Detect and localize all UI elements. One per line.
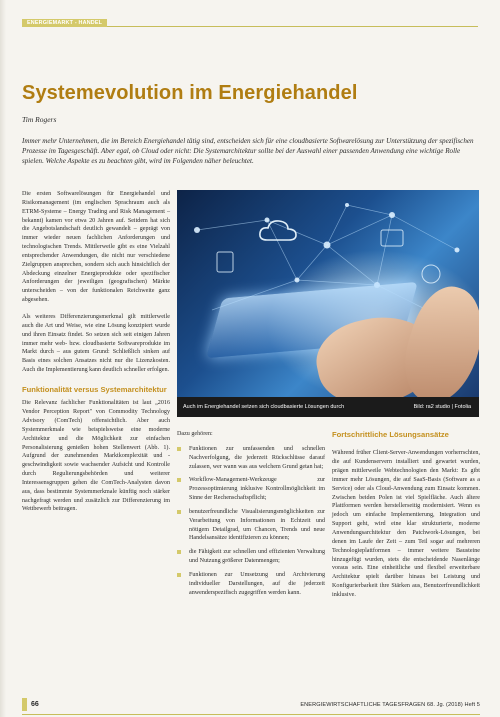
article-title: Systemevolution im Energiehandel <box>22 82 358 104</box>
subheading-solutions: Fortschrittliche Lösungsansätze <box>332 430 449 439</box>
body-paragraph: Als weiteres Differenzierungsmerkmal gilt mittlerweile auch die Art und Weise, wie eine Lösung konzipiert wurde und ihren Einsatz findet. So setzen sich seit einigen Jahren immer mehr web- bzw. cloudbasierte Softwareprodukte im Markt durch – aus gutem Grund: Schließlich sinken auf Basis eines solchen Ansatzes nicht nur die Lizenzkosten. Auch die Implementierung kann deutlich schneller erfolgen. <box>22 313 170 374</box>
bullet-square-icon <box>177 447 181 451</box>
body-paragraph: Die ersten Softwarelösungen für Energiehandel und Risikomanagement (im englischen Sprachraum auch als ETRM-Systeme – Energy Trading and Risk Management – bekannt) kamen vor etwa 20 Jahren auf. Seitdem hat sich die Angebotslandschaft deutlich gewandelt – geprägt von immer wieder neuen fachlichen Anforderungen und technologischen Trends. Mittlerweile gibt es eine Vielzahl entsprechender Anwendungen, die nicht nur verschiedene Zielgruppen ansprechen, sondern sich auch hinsichtlich der Abdeckung einzelner Energieprodukte oder spezifischer Anforderungen der jeweiligen (geografischen) Märkte unterscheiden – von der funktionalen Reichweite ganz abgesehen. <box>22 191 170 304</box>
journal-reference: ENERGIEWIRTSCHAFTLICHE TAGESFRAGEN 68. Jg. (2018) Heft 5 <box>300 702 480 708</box>
bullet-square-icon <box>177 550 181 554</box>
footer-rule <box>22 714 480 715</box>
figure-caption-bar <box>177 397 479 417</box>
cloud-icon <box>257 216 299 244</box>
figure-credit: Bild: ra2 studio | Fotolia <box>413 404 471 410</box>
article-author: Tim Rogers <box>22 115 57 124</box>
body-paragraph: Die Relevanz fachlicher Funktionalitäten ist laut „2016 Vendor Perception Report" von Commodity Technology Advisory (ComTech) offensichtlich. Aber auch Systemmerkmale wie beispielsweise eine moderne Architektur und die Möglichkeit zur einfachen Personalisierung genießen hohen Stellenwert (Abb. 1). Aufgrund der zunehmenden Marktkomplexität und -geschwindigkeit sowie wachsender Aufsicht und Kontrolle durch Regulierungsbehörden und weiterer Interessensgruppen gehen die ComTech-Analysten davon aus, dass bestimmte Systemmerkmale künftig noch stärker nachgefragt werden und zusätzlich zur Differenzierung im Wettbewerb beitragen. <box>22 400 170 513</box>
bullet-square-icon <box>177 573 181 577</box>
list-item: Workflow-Management-Werkzeuge zur Prozessoptimierung inklusive Kontrollmöglichkeit im Sinne der Rechenschaftspflicht; <box>177 476 325 503</box>
column-middle <box>177 430 325 603</box>
list-item: Funktionen zur Umsetzung und Archivierung individueller Darstellungen, auf die jederzeit anwenderspezifisch zugegriffen werden kann. <box>177 571 325 598</box>
column-right <box>332 430 480 600</box>
article-lead: Immer mehr Unternehmen, die im Bereich Energiehandel tätig sind, entscheiden sich für eine cloudbasierte Softwarelösung zur Unterstützung der spezifischen Prozesse im Tagesgeschäft. Aber egal, ob Cloud oder nicht: Die Systemarchitektur sollte bei der Auswahl einer passenden Anwendung eine wichtige Rolle spielen. Welche Aspekte es zu beachten gibt, wird im Folgenden näher beleuchtet. <box>22 137 474 166</box>
feature-list <box>177 445 325 598</box>
bullet-square-icon <box>177 510 181 514</box>
bullet-square-icon <box>177 478 181 482</box>
body-paragraph: Dazu gehören: <box>177 431 213 437</box>
column-left <box>22 190 170 514</box>
article-photo <box>177 190 479 397</box>
scan-edge <box>0 0 6 717</box>
list-item: benutzerfreundliche Visualisierungsmöglichkeiten zur Verarbeitung von Informationen in Echtzeit und nötigem Detailgrad, um Chancen, Trends und neue Handelsansätze identifizieren zu können; <box>177 508 325 543</box>
page-number-marker <box>22 698 27 711</box>
page-number: 66 <box>31 701 39 708</box>
body-paragraph: Während früher Client-Server-Anwendungen vorherrschten, die auf Kundenservern installiert und gewartet wurden, prägen mittlerweile Webtechnologien den Markt: Es gibt immer mehr Lösungen, die auf SaaS-Basis (Software as a Service) oder als Cloud-Anwendung zum Einsatz kommen. Zwischen beiden Polen ist viel Spielfläche. Auch ältere Plattformen werden herstellerseitig modernisiert. Wenn es jedoch um einfache Implementierung, Integration und Support geht, wird eine klar strukturierte, moderne Anwendungsarchitektur den Patchwork-Lösungen, bei denen im Laufe der Zeit – zum Teil sogar auf mehreren Technologieplattformen – immer weitere Bausteine hinzugefügt wurden, stets die entscheidende Nasenlänge voraus sein. Eine einheitliche und flexibel erweiterbare Architektur spielt darüber hinaus bei Leistung und Konfigurierbarkeit ihre Stärken aus, Benutzerfreundlichkeit inklusive. <box>332 450 480 598</box>
list-item: die Fähigkeit zur schnellen und effizienten Verwaltung und Nutzung größerer Datenmengen; <box>177 548 325 566</box>
figure-caption: Auch im Energiehandel setzen sich cloudbasierte Lösungen durch <box>183 404 345 410</box>
subheading-functionality: Funktionalität versus Systemarchitektur <box>22 384 167 394</box>
section-tag: ENERGIEMARKT - HANDEL <box>22 19 107 27</box>
list-item: Funktionen zur umfassenden und schnellen Nachverfolgung, die jederzeit Rückschlüsse darauf zulassen, wer wann was aus welchem Grund getan hat; <box>177 445 325 472</box>
